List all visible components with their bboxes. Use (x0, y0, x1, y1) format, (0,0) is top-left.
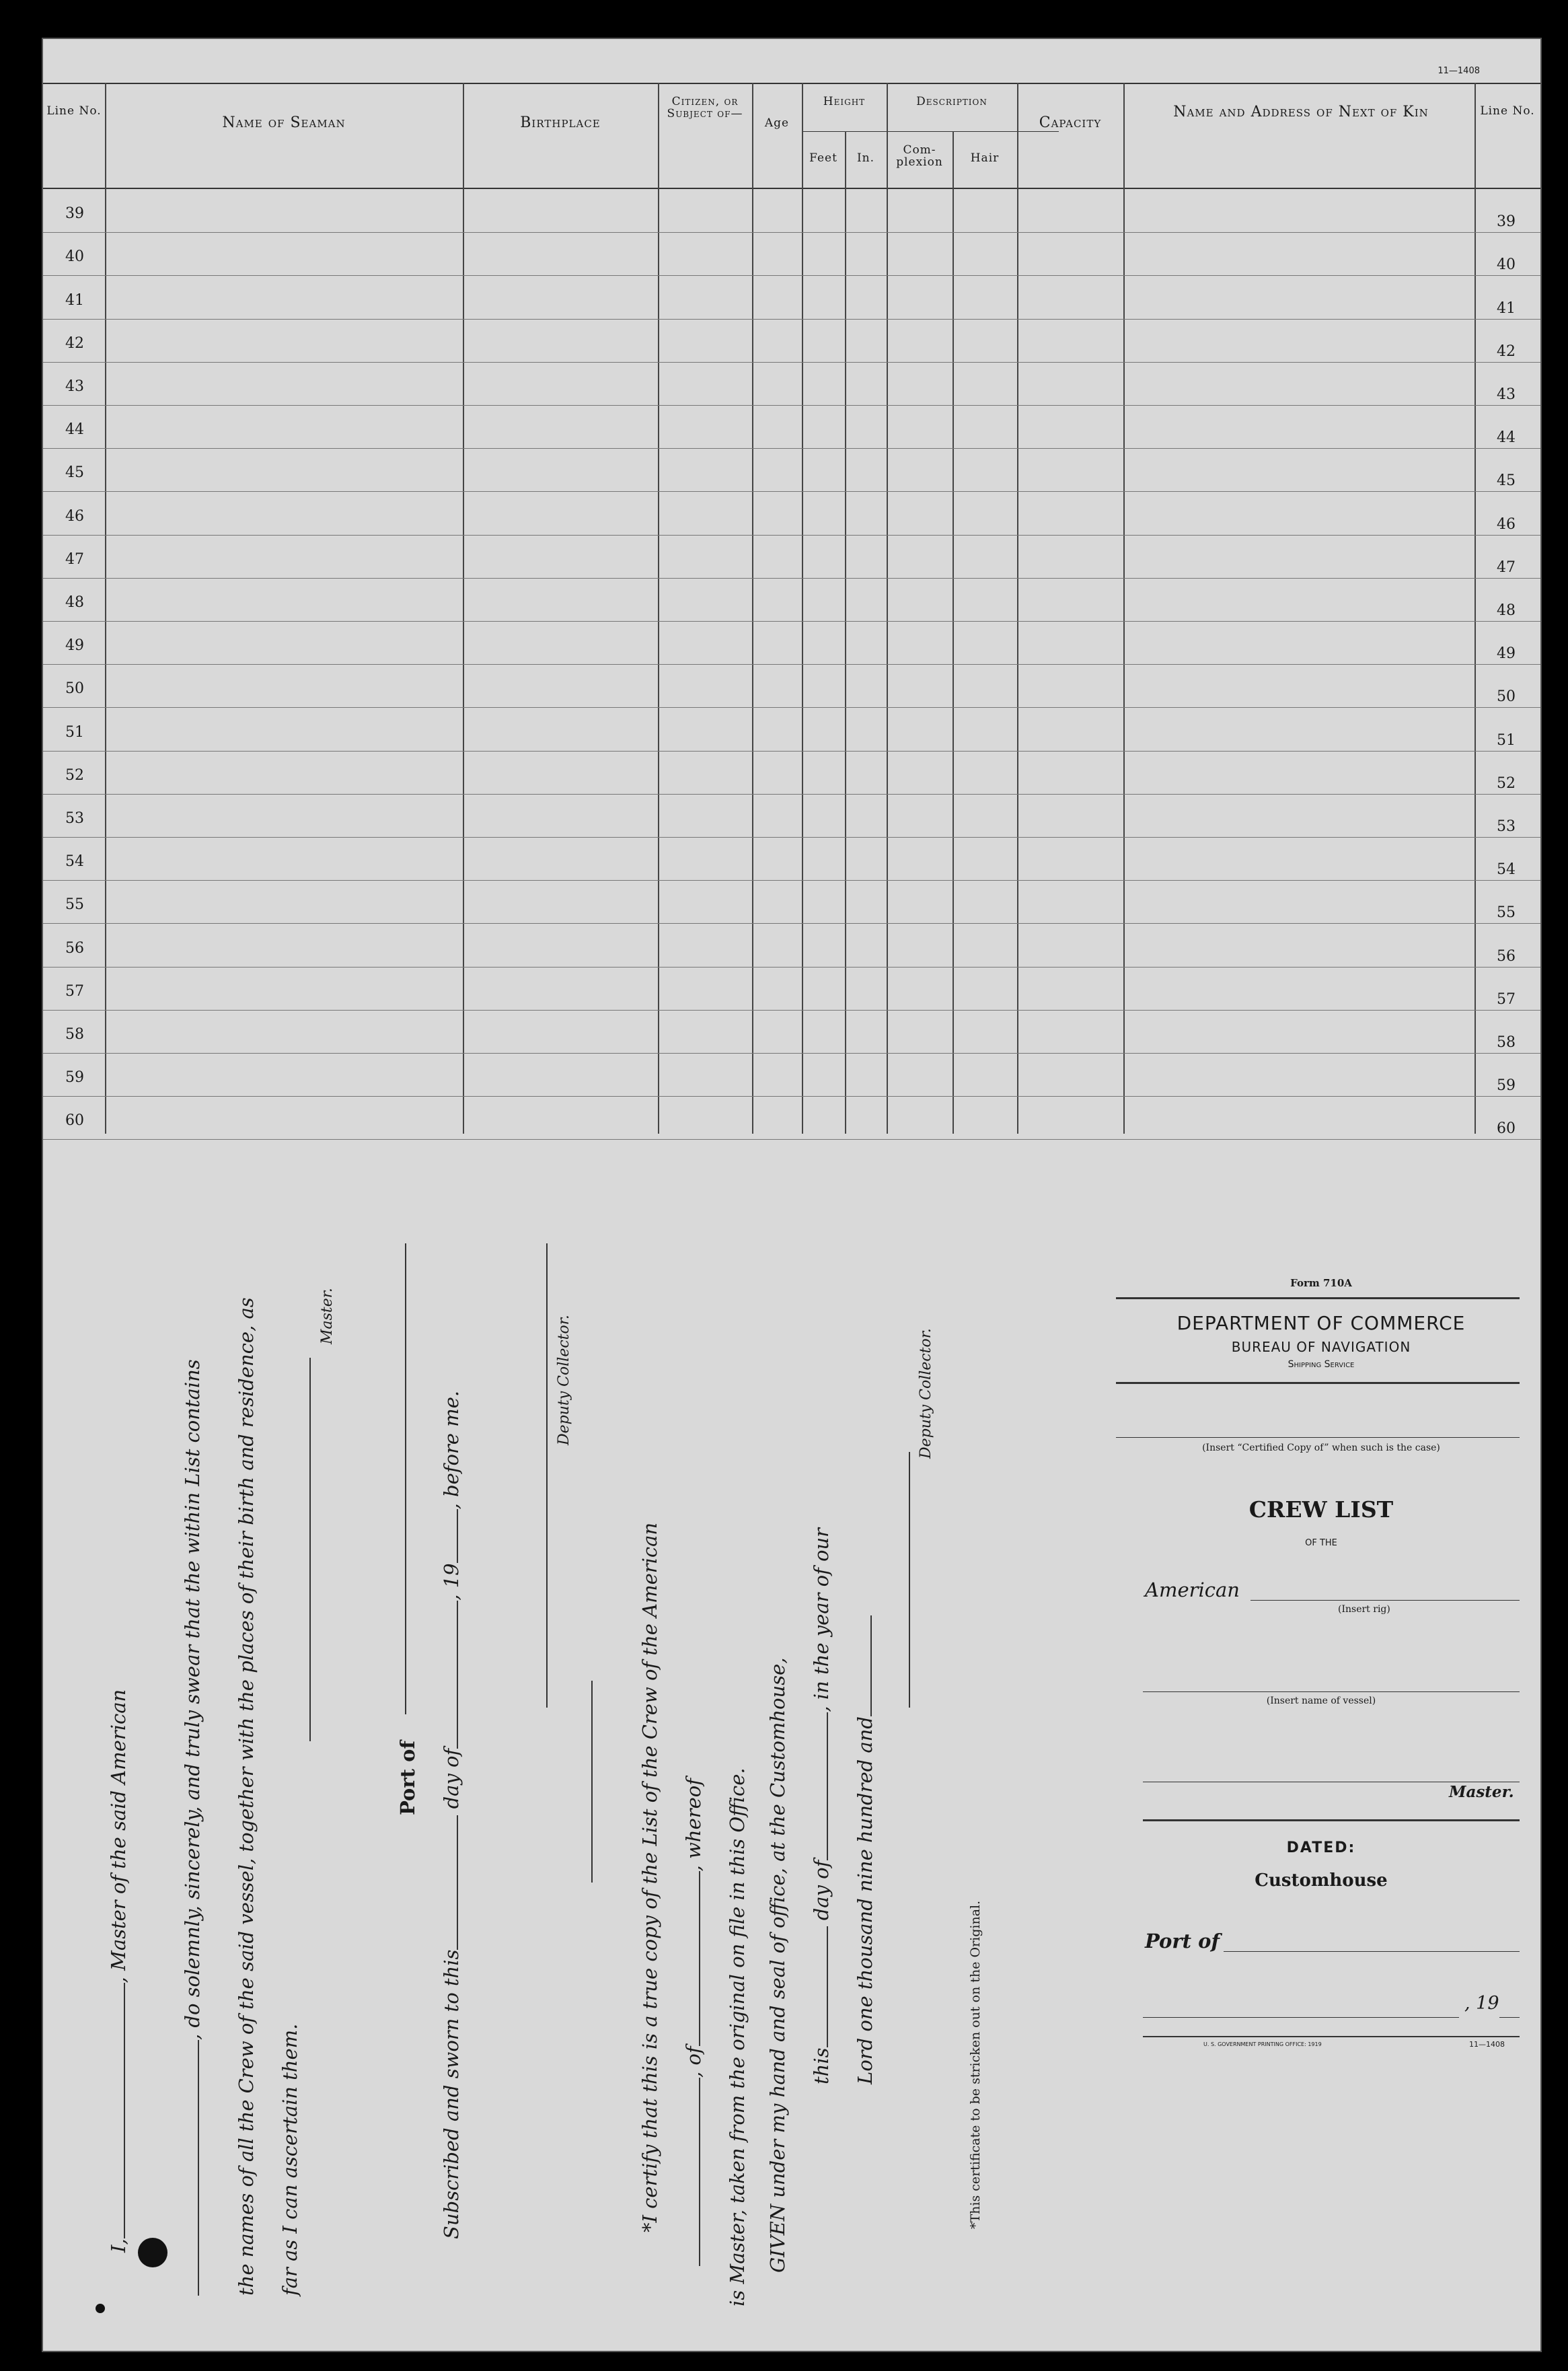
line-number-right: 52 (1497, 774, 1516, 792)
oath-i: I, (107, 2238, 130, 2253)
blank-cert-year[interactable] (870, 1615, 872, 1716)
line-number: 53 (65, 810, 84, 827)
row-rule (43, 448, 1540, 449)
col-divider (953, 131, 954, 1134)
cert-footnote: *This certificate to be stricken out on the Original. (968, 1900, 983, 2229)
line-number: 44 (65, 421, 84, 439)
cover-port-of: Port of (1145, 1930, 1220, 1953)
blank-cert-month[interactable] (827, 1712, 828, 1860)
ink-mark (96, 2304, 105, 2313)
line-number-right: 40 (1497, 256, 1516, 274)
blank-rig[interactable] (699, 2078, 700, 2266)
row-rule (43, 405, 1540, 406)
header-feet: Feet (809, 151, 837, 165)
cert-this: this (810, 2047, 833, 2084)
crew-list-sheet (42, 38, 1542, 2352)
row-rule (43, 664, 1540, 665)
blank-vessel-name[interactable] (198, 2040, 199, 2296)
header-name-of-seaman: Name of Seaman (222, 114, 346, 131)
line-number: 55 (65, 896, 84, 914)
customhouse-label: Customhouse (1255, 1870, 1388, 1891)
cert-line-6 (854, 1615, 876, 2084)
department: DEPARTMENT OF COMMERCE (1177, 1312, 1466, 1334)
line-number: 50 (65, 680, 84, 698)
vessel-name-line[interactable] (1143, 1691, 1520, 1692)
line-number-right: 41 (1497, 299, 1516, 317)
oath-line-3: the names of all the Crew of the said vessel, together with the places of their birth and residence, as (235, 1297, 258, 2296)
service: Shipping Service (1287, 1359, 1355, 1370)
line-number-right: 55 (1497, 904, 1516, 922)
printer-mark: U. S. GOVERNMENT PRINTING OFFICE: 1919 (1203, 2041, 1322, 2047)
cert-line-3: is Master, taken from the original on file in this Office. (726, 1767, 749, 2306)
line-number: 48 (65, 594, 84, 611)
table-top-rule (43, 83, 1540, 84)
row-rule (43, 880, 1540, 881)
header-complexion: Com- plexion (896, 143, 943, 169)
oath-line-1 (107, 1689, 130, 2253)
subscribed-before-me: , before me. (440, 1390, 463, 1510)
cert-line-1: *I certify that this is a true copy of the List of the Crew of the American (638, 1522, 661, 2232)
header-line-no-right: Line No. (1480, 104, 1535, 118)
row-rule (43, 967, 1540, 968)
deputy-signature-line-1[interactable] (546, 1243, 548, 1708)
header-height: Height (823, 95, 866, 108)
line-number: 56 (65, 939, 84, 957)
line-number: 43 (65, 378, 84, 395)
port-of-line[interactable] (405, 1243, 406, 1714)
master-label: Master. (319, 1288, 336, 1344)
cover-form-number: 11—1408 (1469, 2040, 1505, 2049)
of-the: OF THE (1305, 1538, 1337, 1548)
col-divider (1017, 83, 1018, 1134)
row-rule (43, 621, 1540, 622)
subscribed-19: , 19 (440, 1563, 463, 1601)
insert-certified: (Insert “Certified Copy of” when such is the case) (1202, 1443, 1440, 1453)
port-line[interactable] (1224, 1951, 1520, 1952)
bureau: BUREAU OF NAVIGATION (1231, 1339, 1411, 1355)
line-number-right: 58 (1497, 1034, 1516, 1051)
cert-whereof: , whereof (682, 1778, 705, 1872)
cert-lord: Lord one thousand nine hundred and (854, 1716, 876, 2084)
oath-line-2 (181, 1359, 204, 2296)
dated-label: DATED: (1286, 1839, 1356, 1856)
cover-rule-3 (1143, 1819, 1520, 1821)
form-710a: Form 710A (1290, 1277, 1352, 1289)
cover-year: , 19 (1464, 1993, 1499, 2014)
row-rule (43, 1139, 1540, 1140)
port-of-label: Port of (396, 1741, 419, 1815)
subscribed-day-of: day of (440, 1748, 463, 1809)
row-rule (43, 707, 1540, 708)
line-number-right: 54 (1497, 861, 1516, 879)
line-number: 54 (65, 853, 84, 871)
row-rule (43, 319, 1540, 320)
row-rule (43, 362, 1540, 363)
oath-master-of: , Master of the said American (107, 1689, 130, 1983)
insert-rig: (Insert rig) (1338, 1604, 1390, 1615)
line-number-right: 60 (1497, 1120, 1516, 1138)
col-divider (802, 83, 803, 1134)
cover-master: Master. (1449, 1783, 1514, 1801)
oath-swear: , do solemnly, sincerely, and truly swear that the within List contains (181, 1359, 204, 2040)
line-number: 39 (65, 205, 84, 223)
col-divider (845, 131, 846, 1134)
date-line[interactable] (1143, 2017, 1459, 2018)
col-divider (463, 83, 464, 1134)
line-number-right: 48 (1497, 602, 1516, 619)
cover-rule-2 (1116, 1382, 1520, 1384)
line-number: 42 (65, 334, 84, 352)
row-rule (43, 491, 1540, 492)
line-number: 58 (65, 1026, 84, 1043)
cert-of: , of (682, 2046, 705, 2078)
line-number: 41 (65, 291, 84, 309)
line-number: 46 (65, 507, 84, 525)
cert-line-2 (682, 1778, 705, 2266)
line-number-right: 43 (1497, 386, 1516, 403)
subscribed-text: Subscribed and sworn to this (440, 1949, 463, 2239)
line-number: 59 (65, 1069, 84, 1087)
col-divider (658, 83, 659, 1134)
certified-copy-line[interactable] (1116, 1437, 1520, 1438)
line-number: 40 (65, 248, 84, 266)
blank-month[interactable] (457, 1601, 458, 1749)
line-number: 57 (65, 982, 84, 1000)
row-rule (43, 1010, 1540, 1011)
blank-year[interactable] (457, 1509, 458, 1563)
line-number-right: 50 (1497, 688, 1516, 706)
line-number: 45 (65, 464, 84, 482)
line-number-right: 53 (1497, 818, 1516, 835)
line-number-right: 56 (1497, 947, 1516, 965)
row-rule (43, 232, 1540, 233)
crew-table (43, 83, 1540, 1138)
subheader-rule (802, 131, 1059, 132)
line-number: 51 (65, 723, 84, 741)
col-divider (1474, 83, 1476, 1134)
row-rule (43, 578, 1540, 579)
row-rule (43, 794, 1540, 795)
line-number-right: 45 (1497, 472, 1516, 490)
line-number-right: 59 (1497, 1077, 1516, 1095)
form-number-top: 11—1408 (1438, 66, 1480, 76)
header-citizen: Citizen, or Subject of— (667, 95, 743, 120)
master-signature-line[interactable] (309, 1358, 311, 1741)
row-rule (43, 1053, 1540, 1054)
col-divider (887, 83, 888, 1134)
row-rule (43, 275, 1540, 276)
cert-line-4: GIVEN under my hand and seal of office, at the Customhouse, (766, 1657, 789, 2273)
row-rule (43, 751, 1540, 752)
cover-top-rule (1116, 1297, 1520, 1299)
row-rule (43, 923, 1540, 924)
blank-cert-day[interactable] (827, 1927, 828, 2048)
cert-day-of: day of (810, 1860, 833, 1921)
line-number-right: 47 (1497, 558, 1516, 576)
line-number-right: 44 (1497, 429, 1516, 447)
header-description: Description (916, 95, 987, 108)
row-rule (43, 535, 1540, 536)
seal-divider (591, 1681, 593, 1883)
blank-port[interactable] (699, 1871, 700, 2046)
line-number-right: 46 (1497, 515, 1516, 533)
header-birthplace: Birthplace (520, 114, 601, 131)
header-capacity: Capacity (1039, 114, 1102, 131)
line-number-right: 42 (1497, 342, 1516, 360)
american-label: American (1145, 1578, 1240, 1601)
row-rule (43, 837, 1540, 838)
line-number: 52 (65, 766, 84, 784)
subscribed-line (440, 1391, 463, 2239)
rig-line[interactable] (1250, 1600, 1520, 1601)
col-divider (1123, 83, 1125, 1134)
cert-line-5 (810, 1528, 833, 2084)
blank-day[interactable] (457, 1815, 458, 1950)
cover-bottom-rule (1143, 2036, 1520, 2037)
line-number-right: 39 (1497, 213, 1516, 231)
oath-line-4: far as I can ascertain them. (278, 2023, 301, 2296)
line-number-right: 51 (1497, 731, 1516, 749)
deputy-collector-1: Deputy Collector. (556, 1315, 572, 1445)
cert-year-of-our: , in the year of our (810, 1527, 833, 1712)
deputy-collector-2: Deputy Collector. (918, 1328, 934, 1459)
header-bottom-rule (43, 188, 1540, 189)
col-divider (752, 83, 753, 1134)
header-line-no: Line No. (46, 104, 102, 118)
col-divider (105, 83, 106, 1134)
line-number: 49 (65, 637, 84, 655)
crew-list-title: CREW LIST (1248, 1496, 1394, 1523)
line-number-right: 49 (1497, 645, 1516, 663)
header-inches: In. (856, 151, 875, 165)
ink-blot (138, 2238, 167, 2267)
year-line[interactable] (1499, 2017, 1520, 2018)
insert-name: (Insert name of vessel) (1266, 1695, 1376, 1706)
line-number-right: 57 (1497, 990, 1516, 1008)
blank-master-name[interactable] (124, 1983, 125, 2238)
row-rule (43, 1096, 1540, 1097)
header-age: Age (764, 116, 790, 130)
deputy-signature-line-2[interactable] (909, 1452, 910, 1708)
header-next-of-kin: Name and Address of Next of Kin (1173, 104, 1429, 120)
line-number: 60 (65, 1112, 84, 1130)
header-hair: Hair (970, 151, 1000, 165)
line-number: 47 (65, 550, 84, 568)
